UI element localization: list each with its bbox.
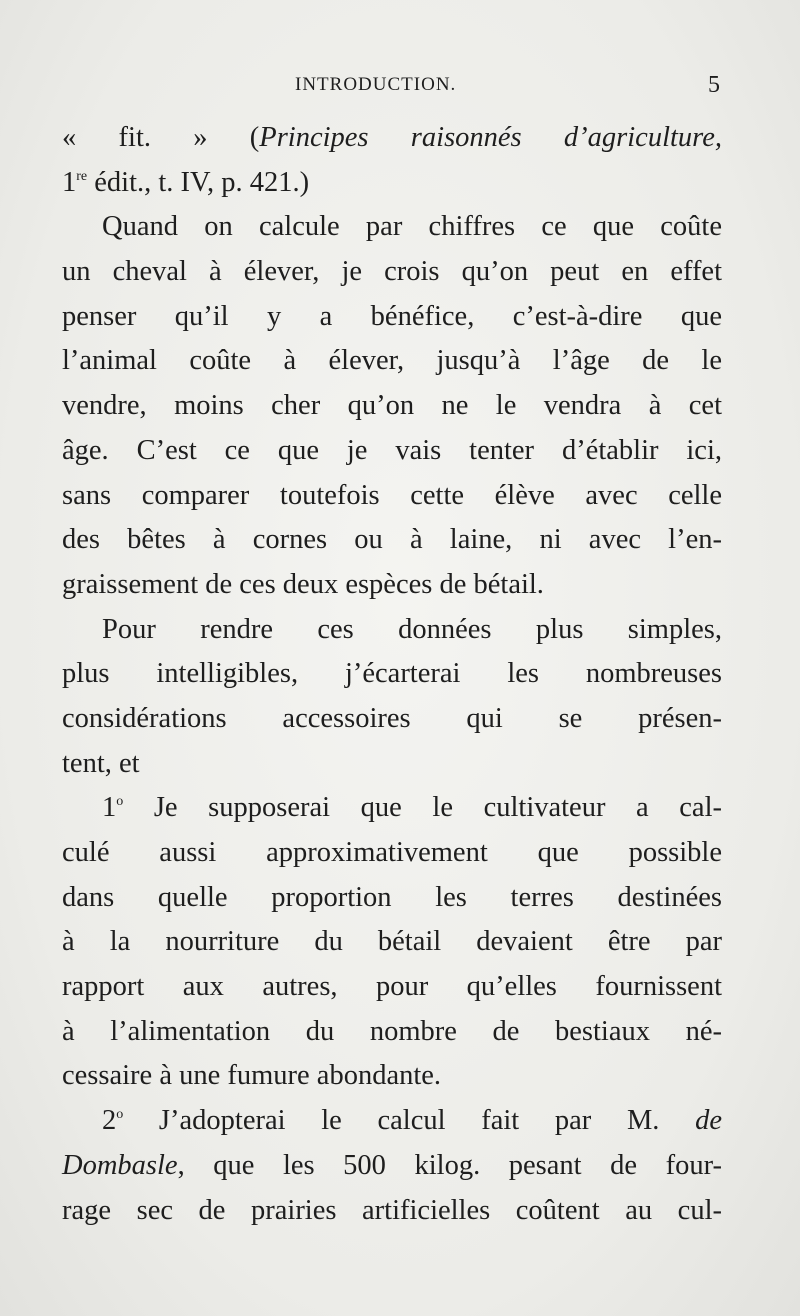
text-line: Dombasle, que les 500 kilog. pesant de four- <box>62 1149 722 1181</box>
list-item: 2$^o$ J’adopterai le calcul fait par M. de <box>102 1105 722 1137</box>
text-line: vendre, moins cher qu’on ne le vendra à cet <box>62 390 722 422</box>
text-line: à l’alimentation du nombre de bestiaux né- <box>62 1015 722 1047</box>
running-head <box>60 74 720 104</box>
body-text <box>62 116 722 1233</box>
paragraph-start: Pour rendre ces données plus simples, <box>102 613 722 645</box>
text-line: plus intelligibles, j’écarterai les nombreuses <box>62 658 722 690</box>
text-line: culé aussi approximativement que possible <box>62 837 722 868</box>
running-title: INTRODUCTION. <box>295 74 457 95</box>
page-number: 5 <box>708 72 720 98</box>
text-line: 1re édit., t. IV, p. 421.) <box>62 166 310 198</box>
text-line: sans comparer toutefois cette élève avec celle <box>62 479 722 511</box>
paragraph-start: Quand on calcule par chiffres ce que coûte <box>102 211 722 243</box>
text-line: rage sec de prairies artificielles coûtent au cul- <box>62 1194 722 1226</box>
text-line: cessaire à une fumure abondante. <box>62 1060 442 1092</box>
text-line: considérations accessoires qui se présen- <box>62 702 722 734</box>
text-line: âge. C’est ce que je vais tenter d’établir ici, <box>62 434 722 466</box>
text-line: dans quelle proportion les terres destinées <box>62 881 722 913</box>
text-line: « fit. » (Principes raisonnés d’agriculture, <box>62 122 722 153</box>
text-line: tent, et <box>62 747 140 779</box>
text-line: un cheval à élever, je crois qu’on peut en effet <box>62 256 722 288</box>
text-line: graissement de ces deux espèces de bétail. <box>62 568 544 600</box>
text-line: à la nourriture du bétail devaient être par <box>62 926 722 958</box>
text-line: des bêtes à cornes ou à laine, ni avec l’en- <box>62 524 722 556</box>
list-item: 1$^o$ Je supposerai que le cultivateur a cal- <box>102 792 722 824</box>
text-line: l’animal coûte à élever, jusqu’à l’âge de le <box>62 345 722 377</box>
text-line: rapport aux autres, pour qu’elles fournissent <box>62 971 722 1003</box>
text-line: penser qu’il y a bénéfice, c’est-à-dire que <box>62 300 722 332</box>
